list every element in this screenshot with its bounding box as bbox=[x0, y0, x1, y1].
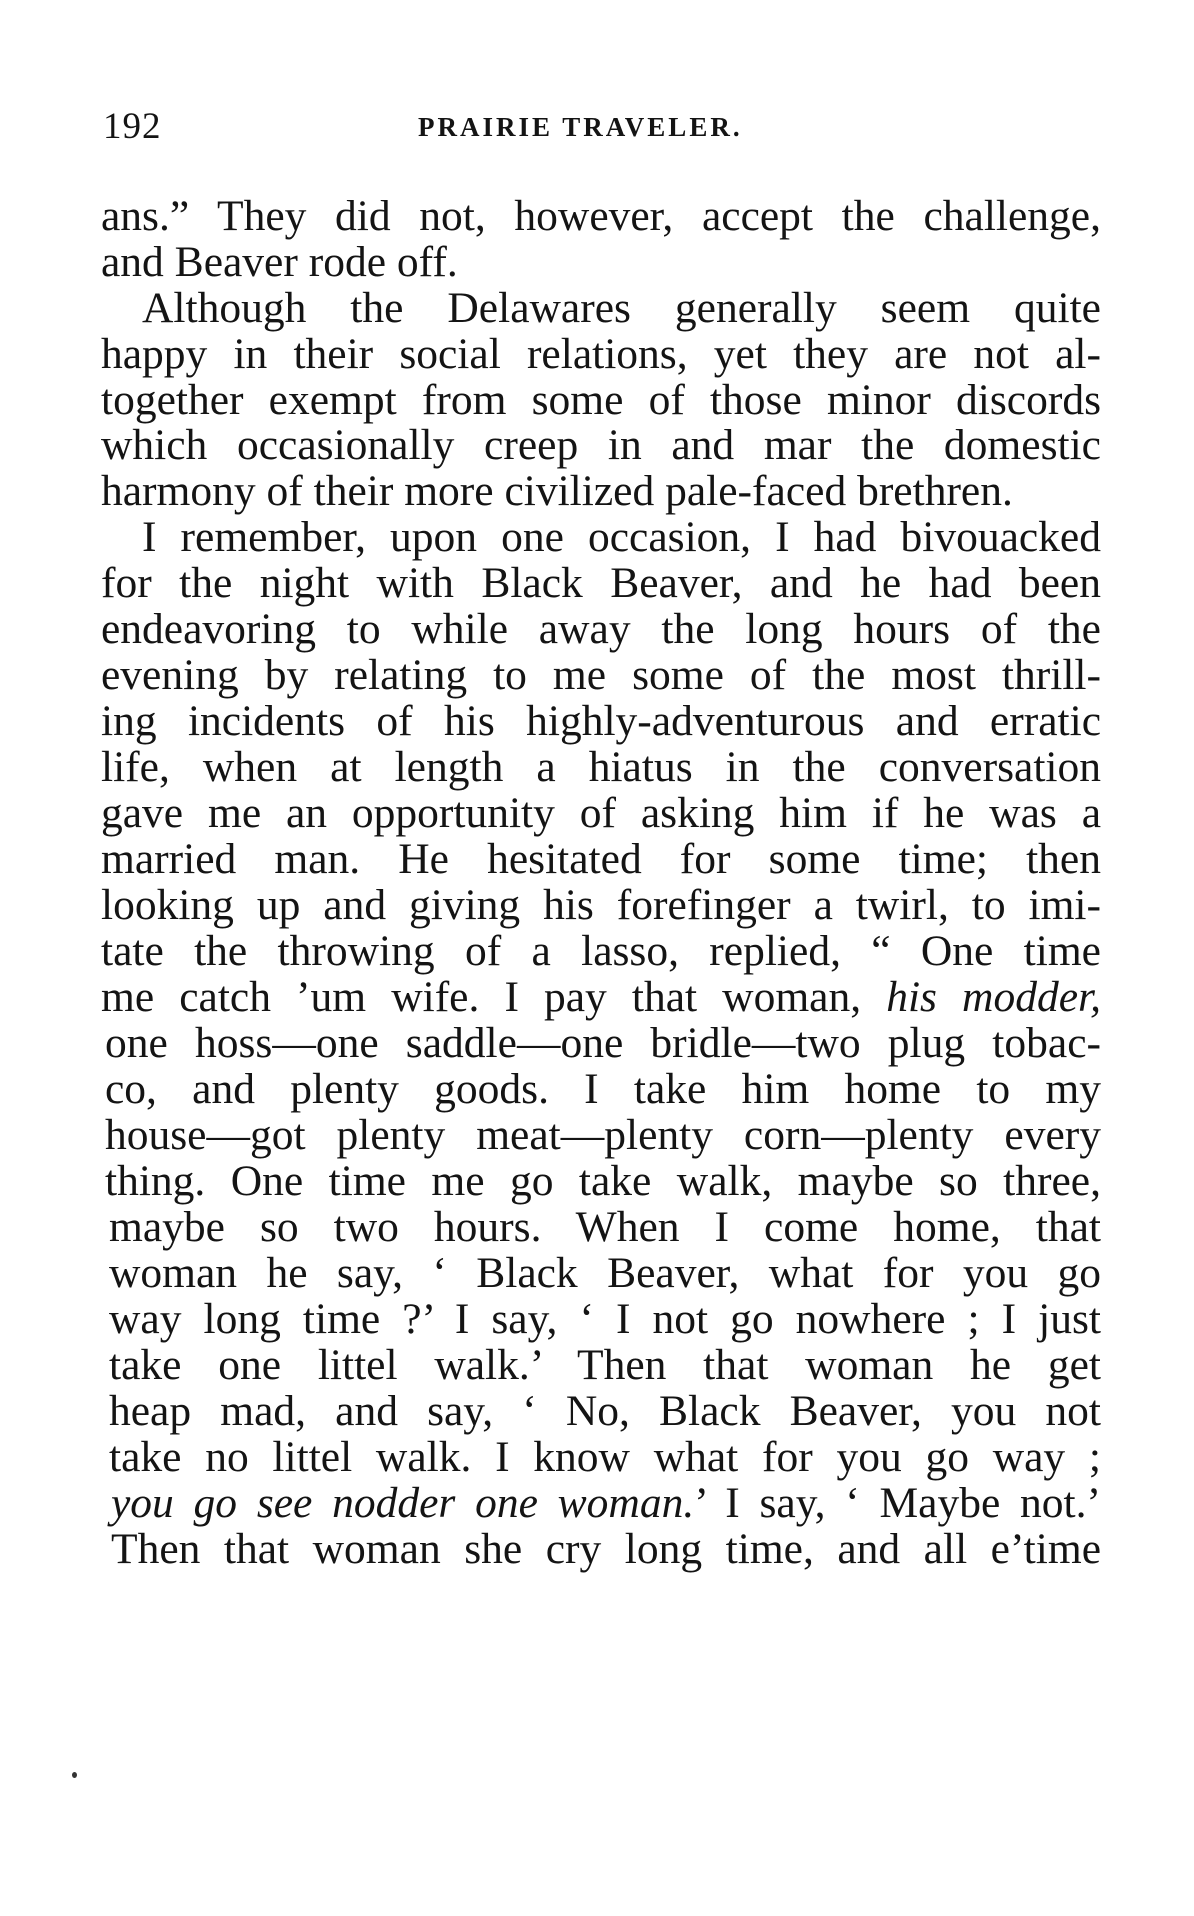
text-line: evening by relating to me some of the most thrill- bbox=[101, 651, 1101, 699]
text-line: for the night with Black Beaver, and he had been bbox=[101, 559, 1101, 607]
running-head: PRAIRIE TRAVELER. bbox=[418, 112, 743, 142]
text-line: ing incidents of his highly-adventurous and erratic bbox=[101, 697, 1101, 745]
text-line: ans.” They did not, however, accept the challenge, bbox=[101, 192, 1101, 240]
text-line: tate the throwing of a lasso, replied, “ One time bbox=[101, 927, 1101, 975]
text-line: together exempt from some of those minor discords bbox=[101, 376, 1101, 424]
text-line: which occasionally creep in and mar the domestic bbox=[101, 421, 1101, 469]
text-line: take no littel walk. I know what for you go way ; bbox=[109, 1433, 1101, 1481]
text-line-lead: me catch ’um wife. I pay that woman, bbox=[101, 973, 862, 1021]
text-line: house—got plenty meat—plenty corn—plenty every bbox=[105, 1111, 1101, 1159]
text-line: co, and plenty goods. I take him home to my bbox=[105, 1065, 1101, 1113]
text-line: heap mad, and say, ‘ No, Black Beaver, you not bbox=[109, 1387, 1101, 1435]
text-line: life, when at length a hiatus in the conversation bbox=[101, 743, 1101, 791]
text-line: one hoss—one saddle—one bridle—two plug tobac- bbox=[105, 1019, 1101, 1067]
paragraph-start-line: Although the Delawares generally seem quite bbox=[142, 284, 1101, 332]
text-line: harmony of their more civilized pale-faced brethren. bbox=[101, 467, 1013, 515]
text-line: and Beaver rode off. bbox=[101, 238, 458, 286]
text-line: gave me an opportunity of asking him if he was a bbox=[101, 789, 1101, 837]
text-line: woman he say, ‘ Black Beaver, what for you go bbox=[109, 1249, 1101, 1297]
page-header bbox=[103, 102, 1098, 152]
text-line: endeavoring to while away the long hours of the bbox=[101, 605, 1101, 653]
italic-phrase: you go see nodder one woman. bbox=[111, 1479, 695, 1527]
text-line: married man. He hesitated for some time; then bbox=[101, 835, 1101, 883]
paragraph-start-line: I remember, upon one occasion, I had bivouacked bbox=[142, 513, 1101, 561]
stray-ink-mark bbox=[72, 1772, 77, 1778]
text-line: Then that woman she cry long time, and all e’time bbox=[111, 1525, 1101, 1573]
text-line: maybe so two hours. When I come home, that bbox=[109, 1203, 1101, 1251]
text-line-tail: ’ I say, ‘ Maybe not.’ bbox=[694, 1479, 1101, 1527]
text-line: looking up and giving his forefinger a twirl, to imi- bbox=[101, 881, 1101, 929]
text-line: thing. One time me go take walk, maybe so three, bbox=[105, 1157, 1101, 1205]
text-line: take one littel walk.’ Then that woman he get bbox=[109, 1341, 1101, 1389]
text-line: happy in their social relations, yet they are not al- bbox=[101, 330, 1101, 378]
body-text bbox=[101, 186, 1101, 1846]
page-number: 192 bbox=[103, 106, 162, 147]
italic-phrase: his modder, bbox=[886, 973, 1101, 1021]
text-line: way long time ?’ I say, ‘ I not go nowhere ; I just bbox=[109, 1295, 1101, 1343]
